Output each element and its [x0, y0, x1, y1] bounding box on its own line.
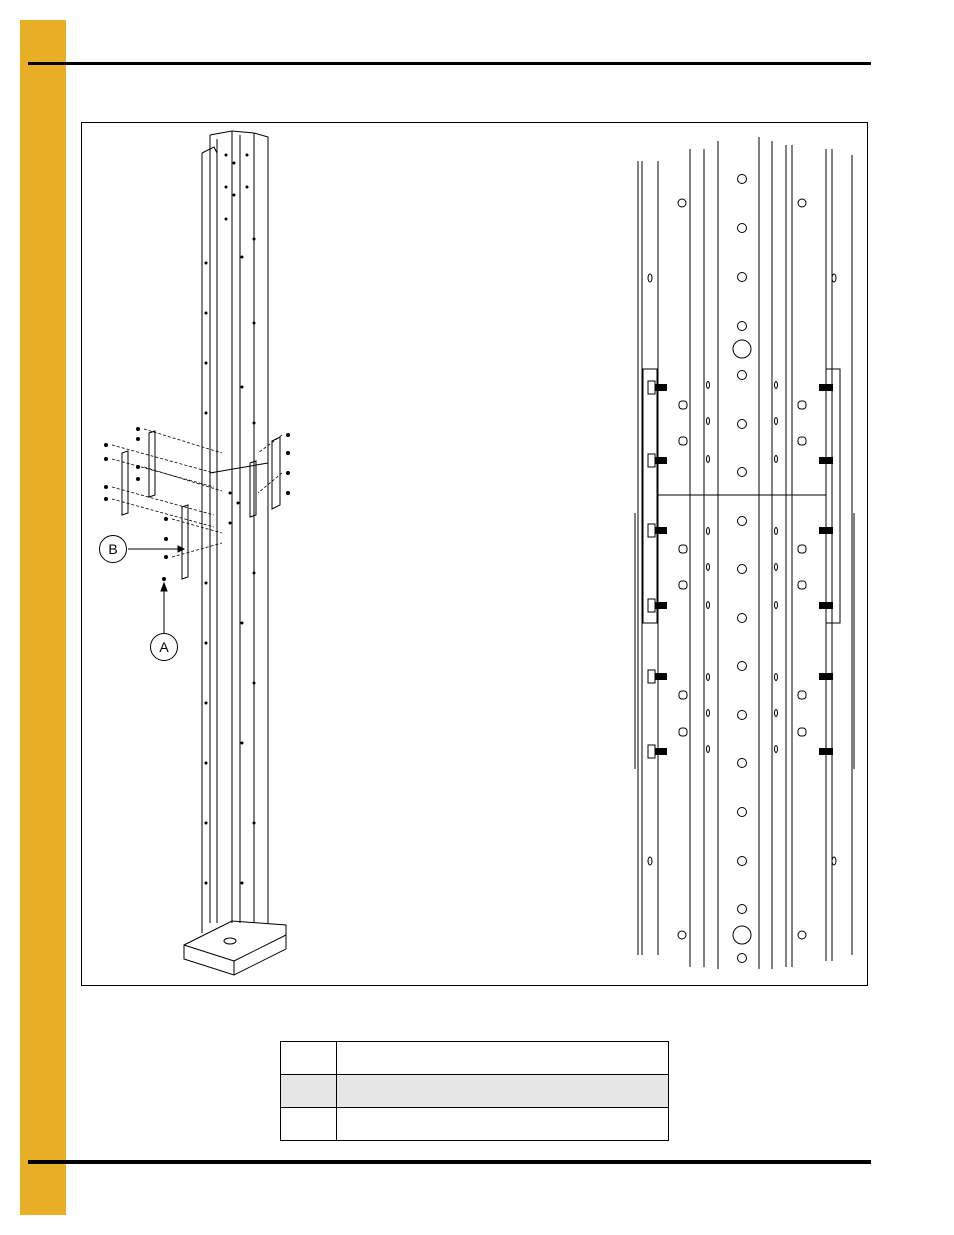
callout-leaders — [128, 546, 184, 633]
table-header-row — [281, 1042, 669, 1075]
row-ref-cell — [281, 1075, 337, 1108]
exploded-post-view — [122, 131, 286, 975]
callout-b: B — [99, 535, 127, 563]
row-description-cell — [337, 1108, 669, 1141]
header-rule — [28, 62, 871, 65]
post-splice-drawing — [82, 123, 869, 987]
header-ref-cell — [281, 1042, 337, 1075]
detail-bolt-heads — [648, 381, 655, 758]
accent-side-band — [20, 20, 66, 1215]
header-description-cell — [337, 1042, 669, 1075]
table-row — [281, 1108, 669, 1141]
splice-detail-view — [635, 137, 854, 969]
table-row — [281, 1075, 669, 1108]
detail-holes — [648, 175, 836, 963]
row-ref-cell — [281, 1108, 337, 1141]
footer-rule — [28, 1160, 871, 1164]
post-holes — [205, 154, 256, 885]
assembly-figure — [81, 122, 868, 986]
parts-table — [280, 1041, 669, 1141]
callout-a: A — [150, 633, 178, 661]
row-description-cell — [337, 1075, 669, 1108]
